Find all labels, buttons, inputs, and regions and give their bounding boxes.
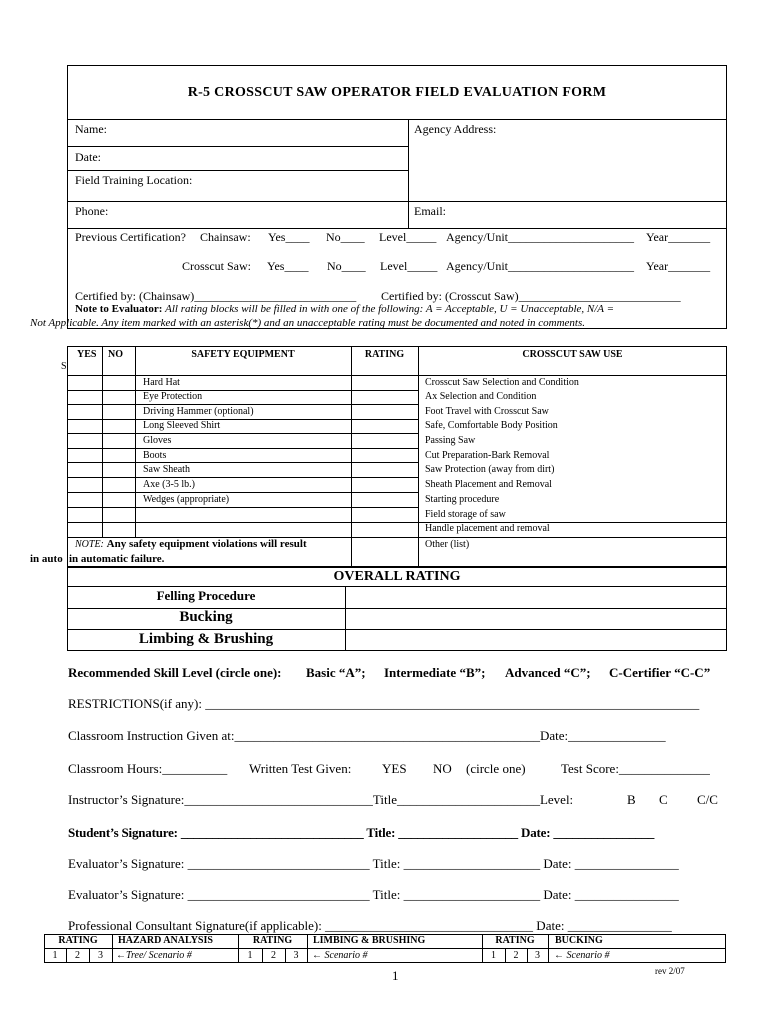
divider bbox=[67, 404, 418, 405]
agency-address-field[interactable]: Agency Address: bbox=[414, 122, 497, 136]
consultant-signature-field[interactable]: Professional Consultant Signature(if applicable): ________________________________ Date: ________________ bbox=[68, 918, 672, 933]
divider bbox=[67, 433, 418, 434]
equipment-item: Wedges (appropriate) bbox=[143, 494, 230, 505]
divider bbox=[548, 934, 549, 963]
email-field[interactable]: Email: bbox=[414, 204, 446, 218]
divider bbox=[307, 934, 308, 963]
written-test-no[interactable]: NO bbox=[433, 761, 452, 776]
student-signature-field[interactable]: Student’s Signature: _____________________________ Title: ___________________ Date: ________________ bbox=[68, 825, 655, 840]
crosscut-item: Cut Preparation-Bark Removal bbox=[425, 450, 550, 461]
divider bbox=[67, 146, 408, 147]
crosscut-item: Field storage of saw bbox=[425, 509, 506, 520]
hazard-rating-3[interactable]: 3 bbox=[98, 950, 103, 961]
crosscut-agency-unit[interactable]: Agency/Unit_____________________ bbox=[446, 259, 634, 273]
safety-note-text: Any safety equipment violations will result bbox=[106, 538, 307, 550]
crosscut-item: Other (list) bbox=[425, 539, 470, 550]
divider bbox=[67, 228, 727, 229]
divider bbox=[67, 170, 408, 171]
bucking-scenario-field[interactable]: ← Scenario # bbox=[554, 950, 610, 961]
limbing-rating-3[interactable]: 3 bbox=[293, 950, 299, 961]
crosscut-label: Crosscut Saw: bbox=[182, 259, 251, 273]
overall-rating-title: OVERALL RATING bbox=[333, 569, 461, 584]
test-score-field[interactable]: Test Score:______________ bbox=[561, 761, 710, 776]
field-training-location-field[interactable]: Field Training Location: bbox=[75, 173, 193, 187]
divider bbox=[408, 119, 409, 228]
divider bbox=[67, 119, 727, 120]
divider bbox=[67, 375, 727, 376]
col-rating-header: RATING bbox=[364, 349, 405, 360]
circle-one-hint: (circle one) bbox=[466, 761, 526, 776]
footer-bucking-header: BUCKING bbox=[555, 935, 603, 946]
divider bbox=[67, 390, 418, 391]
col-no-header: NO bbox=[108, 349, 123, 360]
crosscut-item: Saw Protection (away from dirt) bbox=[425, 464, 555, 475]
footer-hazard-header: HAZARD ANALYSIS bbox=[118, 935, 213, 946]
limbing-rating-cell[interactable] bbox=[346, 630, 726, 650]
crosscut-item: Passing Saw bbox=[425, 435, 476, 446]
divider bbox=[418, 346, 419, 567]
crosscut-item: Sheath Placement and Removal bbox=[425, 479, 552, 490]
equipment-item: Eye Protection bbox=[143, 391, 203, 402]
safety-note-label: NOTE: bbox=[75, 539, 104, 550]
crosscut-item: Starting procedure bbox=[425, 494, 500, 505]
divider bbox=[67, 477, 418, 478]
bucking-rating-1[interactable]: 1 bbox=[491, 950, 496, 961]
col-safety-equipment-header: SAFETY EQUIPMENT bbox=[191, 349, 295, 360]
hazard-rating-2[interactable]: 2 bbox=[75, 950, 80, 961]
col-crosscut-saw-use-header: CROSSCUT SAW USE bbox=[522, 349, 623, 360]
level-cc-option[interactable]: C/C bbox=[697, 792, 718, 807]
divider bbox=[112, 934, 113, 963]
tree-scenario-field[interactable]: ←Tree/ Scenario # bbox=[116, 950, 192, 961]
crosscut-item: Crosscut Saw Selection and Condition bbox=[425, 377, 579, 388]
equipment-item: Driving Hammer (optional) bbox=[143, 406, 254, 417]
crosscut-item: Safe, Comfortable Body Position bbox=[425, 420, 558, 431]
name-field[interactable]: Name: bbox=[75, 122, 107, 136]
skill-basic-option[interactable]: Basic “A”; bbox=[306, 665, 366, 680]
chainsaw-label: Chainsaw: bbox=[200, 230, 251, 244]
chainsaw-year[interactable]: Year_______ bbox=[646, 230, 711, 244]
divider bbox=[67, 492, 418, 493]
crosscut-item: Foot Travel with Crosscut Saw bbox=[425, 406, 549, 417]
bucking-rating-3[interactable]: 3 bbox=[535, 950, 540, 961]
equipment-item: Gloves bbox=[143, 435, 172, 446]
footer-rating-header: RATING bbox=[58, 935, 98, 946]
skill-advanced-option[interactable]: Advanced “C”; bbox=[505, 665, 591, 680]
limbing-rating-1[interactable]: 1 bbox=[247, 950, 253, 961]
classroom-hours-field[interactable]: Classroom Hours:__________ bbox=[68, 761, 228, 776]
skill-certifier-option[interactable]: C-Certifier “C-C” bbox=[609, 665, 711, 680]
bucking-label: Bucking bbox=[179, 609, 233, 625]
felling-procedure-label: Felling Procedure bbox=[156, 588, 256, 603]
note-text: All rating blocks will be filled in with one of the following: A = Acceptable, U = Unacceptable, N/A = bbox=[165, 303, 614, 315]
crosscut-item: Ax Selection and Condition bbox=[425, 391, 537, 402]
form-title: R-5 CROSSCUT SAW OPERATOR FIELD EVALUATION FORM bbox=[187, 85, 607, 100]
note-label: Note to Evaluator: bbox=[75, 303, 163, 315]
limbing-scenario-field[interactable]: ← Scenario # bbox=[312, 950, 368, 961]
restrictions-field[interactable]: RESTRICTIONS(if any): ____________________________________________________________________________ bbox=[68, 696, 700, 711]
revision-label: rev 2/07 bbox=[655, 966, 685, 976]
crosscut-no[interactable]: No____ bbox=[327, 259, 366, 273]
crosscut-item: Handle placement and removal bbox=[425, 523, 550, 534]
stray-in-auto: in auto bbox=[30, 553, 63, 565]
chainsaw-agency-unit[interactable]: Agency/Unit_____________________ bbox=[446, 230, 634, 244]
chainsaw-yes[interactable]: Yes____ bbox=[268, 230, 310, 244]
skill-level-label: Recommended Skill Level (circle one): bbox=[68, 665, 282, 680]
equipment-item: Saw Sheath bbox=[143, 464, 190, 475]
divider bbox=[44, 948, 726, 949]
prev-cert-label: Previous Certification? bbox=[75, 230, 186, 244]
crosscut-year[interactable]: Year_______ bbox=[646, 259, 711, 273]
stray-s-mark: S bbox=[61, 361, 67, 372]
safety-note-text-line2: in automatic failure. bbox=[69, 553, 165, 565]
certified-by-chainsaw[interactable]: Certified by: (Chainsaw)___________________________ bbox=[75, 289, 357, 303]
page-number: 1 bbox=[392, 968, 399, 983]
written-test-label: Written Test Given: bbox=[249, 761, 352, 776]
divider bbox=[67, 507, 418, 508]
instructor-signature-field[interactable]: Instructor’s Signature:_____________________________Title______________________Level: bbox=[68, 792, 574, 807]
divider bbox=[67, 448, 418, 449]
bucking-rating-cell[interactable] bbox=[346, 609, 726, 629]
hazard-rating-1[interactable]: 1 bbox=[52, 950, 58, 961]
equipment-item: Long Sleeved Shirt bbox=[143, 420, 221, 431]
chainsaw-level[interactable]: Level_____ bbox=[379, 230, 437, 244]
note-to-evaluator bbox=[75, 303, 614, 315]
certified-by-crosscut[interactable]: Certified by: (Crosscut Saw)___________________________ bbox=[381, 289, 681, 303]
skill-intermediate-option[interactable]: Intermediate “B”; bbox=[384, 665, 486, 680]
written-test-yes[interactable]: YES bbox=[382, 761, 407, 776]
divider bbox=[67, 522, 727, 523]
safety-note bbox=[75, 538, 307, 550]
note-text-line2: Not Applicable. Any item marked with an asterisk(*) and an unacceptable rating must be documented and noted in comments. bbox=[30, 317, 586, 329]
chainsaw-no[interactable]: No____ bbox=[326, 230, 365, 244]
equipment-item: Axe (3-5 lb.) bbox=[143, 479, 195, 490]
evaluator-signature-field-2[interactable]: Evaluator’s Signature: ____________________________ Title: _____________________ Date: ________________ bbox=[68, 887, 679, 902]
limbing-brushing-label: Limbing & Brushing bbox=[138, 631, 274, 647]
crosscut-level[interactable]: Level_____ bbox=[380, 259, 438, 273]
level-c-option[interactable]: C bbox=[659, 792, 668, 807]
footer-rating-header: RATING bbox=[252, 935, 293, 946]
equipment-item: Hard Hat bbox=[143, 377, 180, 388]
footer-rating-header: RATING bbox=[495, 935, 535, 946]
divider bbox=[351, 346, 352, 567]
divider bbox=[67, 201, 727, 202]
equipment-item: Boots bbox=[143, 450, 167, 461]
limbing-rating-2[interactable]: 2 bbox=[271, 950, 276, 961]
divider bbox=[67, 419, 418, 420]
crosscut-yes[interactable]: Yes____ bbox=[267, 259, 309, 273]
level-b-option[interactable]: B bbox=[627, 792, 636, 807]
col-yes-header: YES bbox=[77, 349, 97, 360]
evaluator-signature-field-1[interactable]: Evaluator’s Signature: ____________________________ Title: _____________________ Date: ________________ bbox=[68, 856, 679, 871]
phone-field[interactable]: Phone: bbox=[75, 204, 109, 218]
felling-rating-cell[interactable] bbox=[346, 587, 726, 608]
date-field[interactable]: Date: bbox=[75, 150, 101, 164]
footer-limbing-header: LIMBING & BRUSHING bbox=[313, 935, 426, 946]
divider bbox=[67, 462, 418, 463]
bucking-rating-2[interactable]: 2 bbox=[513, 950, 519, 961]
classroom-instruction-field[interactable]: Classroom Instruction Given at:_______________________________________________Date:_______________ bbox=[68, 728, 666, 743]
